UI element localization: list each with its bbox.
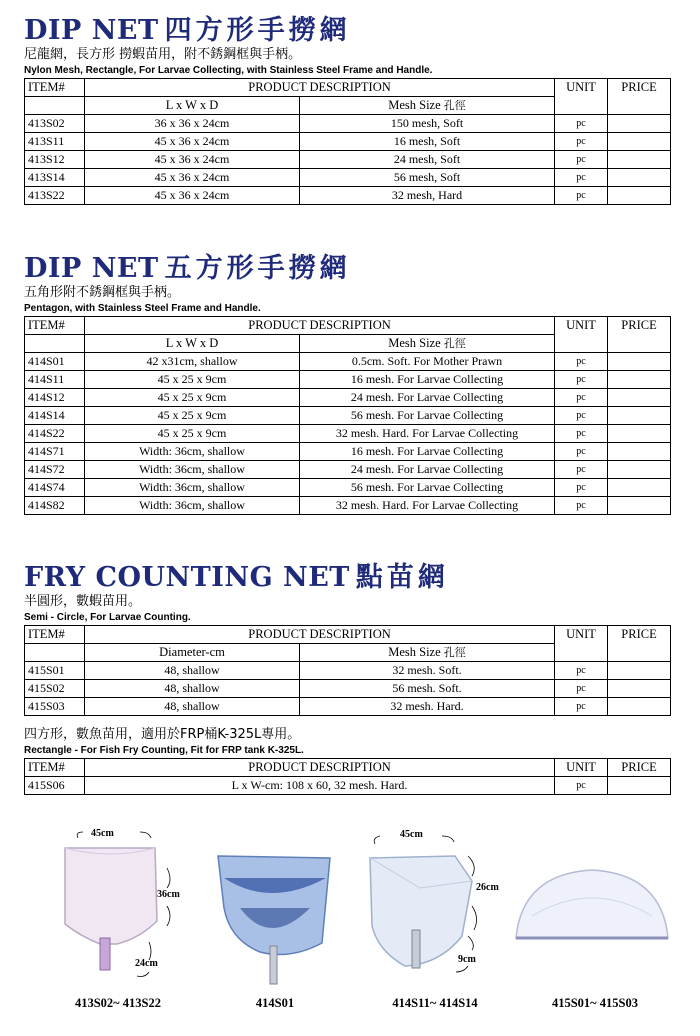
mesh-size: 16 mesh. For Larvae Collecting bbox=[300, 371, 555, 389]
table-row bbox=[25, 371, 671, 389]
desc-en: Semi - Circle, For Larvae Counting. bbox=[24, 612, 191, 623]
unit: pc bbox=[555, 169, 608, 187]
price bbox=[608, 461, 671, 479]
dimensions: 45 x 25 x 9cm bbox=[85, 407, 300, 425]
mesh-size: 56 mesh, Soft bbox=[300, 169, 555, 187]
item-code: 414S14 bbox=[25, 407, 85, 425]
dimensions: 45 x 36 x 24cm bbox=[85, 187, 300, 205]
section-title bbox=[24, 254, 670, 284]
unit: pc bbox=[555, 133, 608, 151]
header-blank bbox=[25, 97, 85, 115]
price bbox=[608, 133, 671, 151]
table-row bbox=[25, 698, 671, 716]
dimensions: Width: 36cm, shallow bbox=[85, 497, 300, 515]
mesh-size: 150 mesh, Soft bbox=[300, 115, 555, 133]
price bbox=[608, 497, 671, 515]
header-price: PRICE bbox=[608, 759, 671, 777]
dimensions: Width: 36cm, shallow bbox=[85, 443, 300, 461]
mesh-size: 32 mesh. Hard. For Larvae Collecting bbox=[300, 425, 555, 443]
title-zh: 點苗網 bbox=[355, 562, 449, 593]
item-code: 415S03 bbox=[25, 698, 85, 716]
mesh-size: 16 mesh, Soft bbox=[300, 133, 555, 151]
section-dip-net-pentagon bbox=[24, 254, 670, 515]
mesh-size: 32 mesh, Hard bbox=[300, 187, 555, 205]
header-mesh bbox=[300, 644, 555, 662]
table-row bbox=[25, 461, 671, 479]
item-code: 415S01 bbox=[25, 662, 85, 680]
rect-desc-en: Rectangle - For Fish Fry Counting, Fit for FRP tank K-325L. bbox=[24, 745, 304, 756]
image-caption: 413S02~ 413S22 bbox=[74, 996, 162, 1010]
header-dimensions: L x W x D bbox=[85, 97, 300, 115]
table-row bbox=[25, 680, 671, 698]
unit: pc bbox=[555, 497, 608, 515]
rect-desc-zh: 四方形，數魚苗用，適用於FRP桶K-325L專用。 bbox=[24, 727, 301, 742]
unit: pc bbox=[555, 425, 608, 443]
item-code: 414S74 bbox=[25, 479, 85, 497]
price bbox=[608, 151, 671, 169]
item-code: 414S82 bbox=[25, 497, 85, 515]
header-dimensions: Diameter-cm bbox=[85, 644, 300, 662]
unit: pc bbox=[555, 371, 608, 389]
dimensions: 48, shallow bbox=[85, 698, 300, 716]
dim-width: 45cm bbox=[91, 828, 114, 839]
dim-depth: 9cm bbox=[458, 954, 476, 965]
price bbox=[608, 407, 671, 425]
rect-net-illustration bbox=[45, 826, 195, 986]
mesh-size: 24 mesh. For Larvae Collecting bbox=[300, 461, 555, 479]
dimensions: Width: 36cm, shallow bbox=[85, 479, 300, 497]
unit: pc bbox=[555, 187, 608, 205]
table-row bbox=[25, 353, 671, 371]
item-code: 414S12 bbox=[25, 389, 85, 407]
rect-product-table bbox=[24, 758, 671, 795]
table-row bbox=[25, 169, 671, 187]
price bbox=[608, 680, 671, 698]
header-unit: UNIT bbox=[555, 759, 608, 777]
section-title bbox=[24, 16, 670, 46]
table-row bbox=[25, 187, 671, 205]
dimensions: 45 x 25 x 9cm bbox=[85, 371, 300, 389]
price bbox=[608, 115, 671, 133]
unit: pc bbox=[555, 443, 608, 461]
product-images bbox=[0, 826, 700, 1036]
section-fry-counting-net bbox=[24, 563, 670, 795]
mesh-size: 0.5cm. Soft. For Mother Prawn bbox=[300, 353, 555, 371]
item-code: 413S02 bbox=[25, 115, 85, 133]
unit: pc bbox=[555, 353, 608, 371]
table-row bbox=[25, 133, 671, 151]
item-code: 414S01 bbox=[25, 353, 85, 371]
header-unit: UNIT bbox=[555, 626, 608, 662]
price bbox=[608, 662, 671, 680]
header-dimensions: L x W x D bbox=[85, 335, 300, 353]
product-image-414S01 bbox=[210, 848, 340, 988]
price bbox=[608, 353, 671, 371]
item-code: 414S22 bbox=[25, 425, 85, 443]
product-table bbox=[24, 316, 671, 515]
header-unit: UNIT bbox=[555, 317, 608, 353]
price bbox=[608, 698, 671, 716]
mesh-size: 56 mesh. Soft. bbox=[300, 680, 555, 698]
dimensions: Width: 36cm, shallow bbox=[85, 461, 300, 479]
table-row bbox=[25, 443, 671, 461]
table-row bbox=[25, 151, 671, 169]
product-image-414 bbox=[360, 826, 510, 986]
dim-width: 45cm bbox=[400, 829, 423, 840]
table-row bbox=[25, 425, 671, 443]
image-caption: 415S01~ 415S03 bbox=[551, 996, 639, 1010]
item-code: 414S71 bbox=[25, 443, 85, 461]
price bbox=[608, 425, 671, 443]
unit: pc bbox=[555, 698, 608, 716]
header-description: PRODUCT DESCRIPTION bbox=[85, 626, 555, 644]
price bbox=[608, 479, 671, 497]
unit: pc bbox=[555, 777, 608, 795]
table-row bbox=[25, 777, 671, 795]
unit: pc bbox=[555, 479, 608, 497]
title-en: DIP NET bbox=[24, 253, 159, 284]
header-price: PRICE bbox=[608, 79, 671, 115]
mesh-size: 56 mesh. For Larvae Collecting bbox=[300, 479, 555, 497]
dimensions: 45 x 36 x 24cm bbox=[85, 169, 300, 187]
product-image-413 bbox=[45, 826, 195, 986]
mesh-size: 32 mesh. Hard. bbox=[300, 698, 555, 716]
header-item: ITEM# bbox=[25, 626, 85, 644]
dim-depth: 24cm bbox=[135, 958, 158, 969]
header-mesh bbox=[300, 335, 555, 353]
title-en: DIP NET bbox=[24, 15, 159, 46]
title-en: FRY COUNTING NET bbox=[24, 562, 350, 593]
desc-en: Pentagon, with Stainless Steel Frame and Handle. bbox=[24, 303, 261, 314]
mesh-size: 24 mesh. For Larvae Collecting bbox=[300, 389, 555, 407]
table-row bbox=[25, 497, 671, 515]
dimensions: 42 x31cm, shallow bbox=[85, 353, 300, 371]
item-code: 413S11 bbox=[25, 133, 85, 151]
product-table bbox=[24, 78, 671, 205]
unit: pc bbox=[555, 115, 608, 133]
item-code: 414S72 bbox=[25, 461, 85, 479]
dimensions: 45 x 36 x 24cm bbox=[85, 151, 300, 169]
header-price: PRICE bbox=[608, 626, 671, 662]
header-item: ITEM# bbox=[25, 317, 85, 335]
header-blank bbox=[25, 335, 85, 353]
header-price: PRICE bbox=[608, 317, 671, 353]
description: L x W-cm: 108 x 60, 32 mesh. Hard. bbox=[85, 777, 555, 795]
desc-zh: 半圓形，數蝦苗用。 bbox=[24, 594, 142, 609]
mesh-zh: 孔徑 bbox=[443, 337, 466, 350]
unit: pc bbox=[555, 407, 608, 425]
desc-zh: 尼龍網，長方形 撈蝦苗用，附不銹鋼框與手柄。 bbox=[24, 47, 302, 62]
mesh-en: Mesh Size bbox=[388, 645, 441, 659]
image-caption: 414S11~ 414S14 bbox=[392, 996, 478, 1010]
dim-length: 36cm bbox=[157, 889, 180, 900]
table-row bbox=[25, 389, 671, 407]
dimensions: 45 x 25 x 9cm bbox=[85, 425, 300, 443]
price bbox=[608, 187, 671, 205]
item-code: 413S14 bbox=[25, 169, 85, 187]
dim-length: 26cm bbox=[476, 882, 499, 893]
price bbox=[608, 169, 671, 187]
semicircle-net-illustration bbox=[512, 866, 672, 956]
blue-net-illustration bbox=[210, 848, 340, 988]
dimensions: 36 x 36 x 24cm bbox=[85, 115, 300, 133]
item-code: 413S12 bbox=[25, 151, 85, 169]
mesh-size: 32 mesh. Hard. For Larvae Collecting bbox=[300, 497, 555, 515]
unit: pc bbox=[555, 389, 608, 407]
item-code: 413S22 bbox=[25, 187, 85, 205]
header-item: ITEM# bbox=[25, 79, 85, 97]
pentagon-net-illustration bbox=[360, 826, 510, 986]
dimensions: 48, shallow bbox=[85, 680, 300, 698]
unit: pc bbox=[555, 662, 608, 680]
table-row bbox=[25, 407, 671, 425]
mesh-zh: 孔徑 bbox=[443, 99, 466, 112]
mesh-zh: 孔徑 bbox=[443, 646, 466, 659]
header-item: ITEM# bbox=[25, 759, 85, 777]
dimensions: 45 x 25 x 9cm bbox=[85, 389, 300, 407]
title-zh: 五方形手撈網 bbox=[164, 253, 351, 284]
header-unit: UNIT bbox=[555, 79, 608, 115]
item-code: 414S11 bbox=[25, 371, 85, 389]
header-description: PRODUCT DESCRIPTION bbox=[85, 317, 555, 335]
dimensions: 45 x 36 x 24cm bbox=[85, 133, 300, 151]
product-table bbox=[24, 625, 671, 716]
mesh-size: 56 mesh. For Larvae Collecting bbox=[300, 407, 555, 425]
title-zh: 四方形手撈網 bbox=[164, 15, 351, 46]
header-description: PRODUCT DESCRIPTION bbox=[85, 759, 555, 777]
unit: pc bbox=[555, 461, 608, 479]
product-image-415 bbox=[512, 866, 672, 956]
image-caption: 414S01 bbox=[255, 996, 295, 1010]
mesh-en: Mesh Size bbox=[388, 336, 441, 350]
price bbox=[608, 389, 671, 407]
table-row bbox=[25, 115, 671, 133]
price bbox=[608, 443, 671, 461]
table-row bbox=[25, 479, 671, 497]
unit: pc bbox=[555, 151, 608, 169]
header-mesh bbox=[300, 97, 555, 115]
section-dip-net-rectangle bbox=[24, 16, 670, 205]
header-blank bbox=[25, 644, 85, 662]
table-row bbox=[25, 662, 671, 680]
price bbox=[608, 371, 671, 389]
unit: pc bbox=[555, 680, 608, 698]
dimensions: 48, shallow bbox=[85, 662, 300, 680]
mesh-size: 24 mesh, Soft bbox=[300, 151, 555, 169]
desc-zh: 五角形附不銹鋼框與手柄。 bbox=[24, 285, 181, 300]
mesh-en: Mesh Size bbox=[388, 98, 441, 112]
item-code: 415S06 bbox=[25, 777, 85, 795]
header-description: PRODUCT DESCRIPTION bbox=[85, 79, 555, 97]
mesh-size: 32 mesh. Soft. bbox=[300, 662, 555, 680]
item-code: 415S02 bbox=[25, 680, 85, 698]
desc-en: Nylon Mesh, Rectangle, For Larvae Collecting, with Stainless Steel Frame and Handle. bbox=[24, 65, 433, 76]
price bbox=[608, 777, 671, 795]
mesh-size: 16 mesh. For Larvae Collecting bbox=[300, 443, 555, 461]
section-title bbox=[24, 563, 670, 593]
